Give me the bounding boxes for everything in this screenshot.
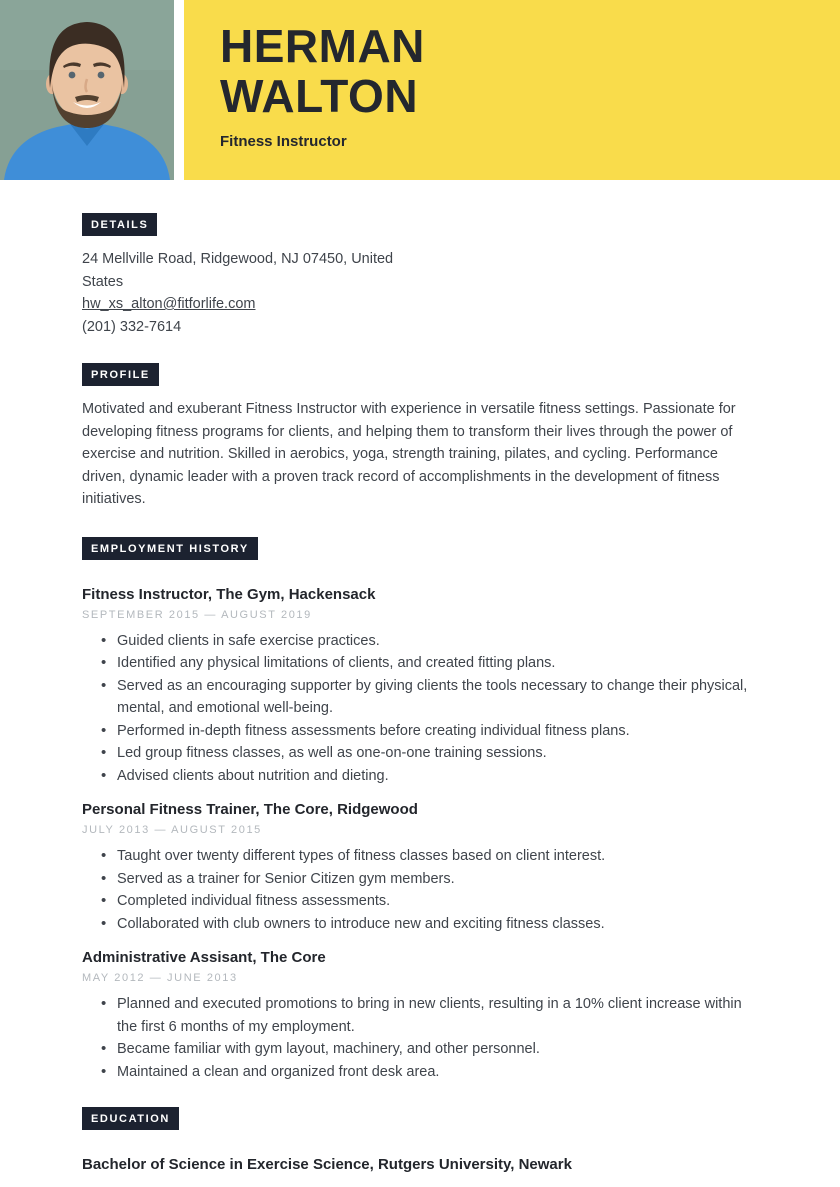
job-bullets: [82, 845, 758, 935]
job-dates: MAY 2012 — JUNE 2013: [82, 972, 238, 984]
candidate-role: Fitness Instructor: [220, 133, 347, 150]
email-link[interactable]: hw_xs_alton@fitforlife.com: [82, 296, 256, 312]
job-bullet: • Served as an encouraging supporter by giving clients the tools necessary to change their physical, mental, and emotional well-being.: [82, 675, 758, 720]
job-bullet: • Guided clients in safe exercise practices.: [82, 630, 758, 653]
header: [0, 0, 840, 180]
portrait-photo-illustration: [0, 0, 174, 180]
job-entry: [82, 800, 758, 935]
job-title: Personal Fitness Trainer, The Core, Ridgewood: [82, 801, 418, 818]
section-details: [82, 213, 758, 338]
job-bullet: • Performed in-depth fitness assessments before creating individual fitness plans.: [82, 720, 758, 743]
job-dates: SEPTEMBER 2015 — AUGUST 2019: [82, 608, 312, 621]
job-title: Fitness Instructor, The Gym, Hackensack: [82, 585, 376, 603]
job-bullets: [82, 993, 758, 1083]
profile-badge: PROFILE: [82, 363, 159, 386]
job-dates: JULY 2013 — AUGUST 2015: [82, 824, 262, 836]
job-title: Administrative Assisant, The Core: [82, 949, 326, 966]
job-bullet: • Identified any physical limitations of clients, and created fitting plans.: [82, 652, 758, 675]
job-bullet: • Maintained a clean and organized front desk area.: [82, 1061, 758, 1084]
job-entry: [82, 585, 758, 788]
phone-number: (201) 332-7614: [82, 318, 182, 335]
profile-text: Motivated and exuberant Fitness Instructor with experience in versatile fitness settings. Passionate for developing fitness programs for clients, and helping them to transform their lives through the power of exercise and nutrition. Skilled in aerobics, yoga, strength training, pilates, and cycling. Performance driven, dynamic leader with a proven track record of accomplishments in the development of fitness initiatives.: [82, 401, 736, 507]
section-education: [82, 1095, 758, 1175]
employment-history-badge: EMPLOYMENT HISTORY: [82, 537, 258, 560]
job-bullet: • Became familiar with gym layout, machinery, and other personnel.: [82, 1038, 758, 1061]
job-bullet: • Planned and executed promotions to bring in new clients, resulting in a 10% client increase within the first 6 months of my employment.: [82, 993, 758, 1038]
details-badge: DETAILS: [82, 213, 157, 236]
job-bullet: • Served as a trainer for Senior Citizen gym members.: [82, 868, 758, 891]
section-profile: [82, 363, 758, 511]
address-line-1: 24 Mellville Road, Ridgewood, NJ 07450, United: [82, 251, 394, 267]
job-entry: [82, 948, 758, 1083]
job-bullet: • Led group fitness classes, as well as one-on-one training sessions.: [82, 742, 758, 765]
job-bullets: [82, 630, 758, 788]
section-employment-history: [82, 537, 758, 1084]
job-bullet: • Advised clients about nutrition and dieting.: [82, 765, 758, 788]
job-bullet: • Taught over twenty different types of fitness classes based on client interest.: [82, 845, 758, 868]
education-degree: Bachelor of Science in Exercise Science, Rutgers University, Newark: [82, 1156, 572, 1173]
resume-body: [0, 180, 840, 1175]
job-bullet: • Collaborated with club owners to introduce new and exciting fitness classes.: [82, 913, 758, 936]
portrait-photo: [0, 0, 174, 180]
job-bullet: • Completed individual fitness assessments.: [82, 890, 758, 913]
education-badge: EDUCATION: [82, 1107, 179, 1130]
address-line-2: States: [82, 273, 124, 290]
name-line-2: WALTON: [220, 70, 419, 122]
header-gap: [174, 0, 184, 180]
name-line-1: HERMAN: [220, 20, 425, 72]
header-yellow-panel: [184, 0, 840, 180]
candidate-name: [220, 21, 820, 121]
